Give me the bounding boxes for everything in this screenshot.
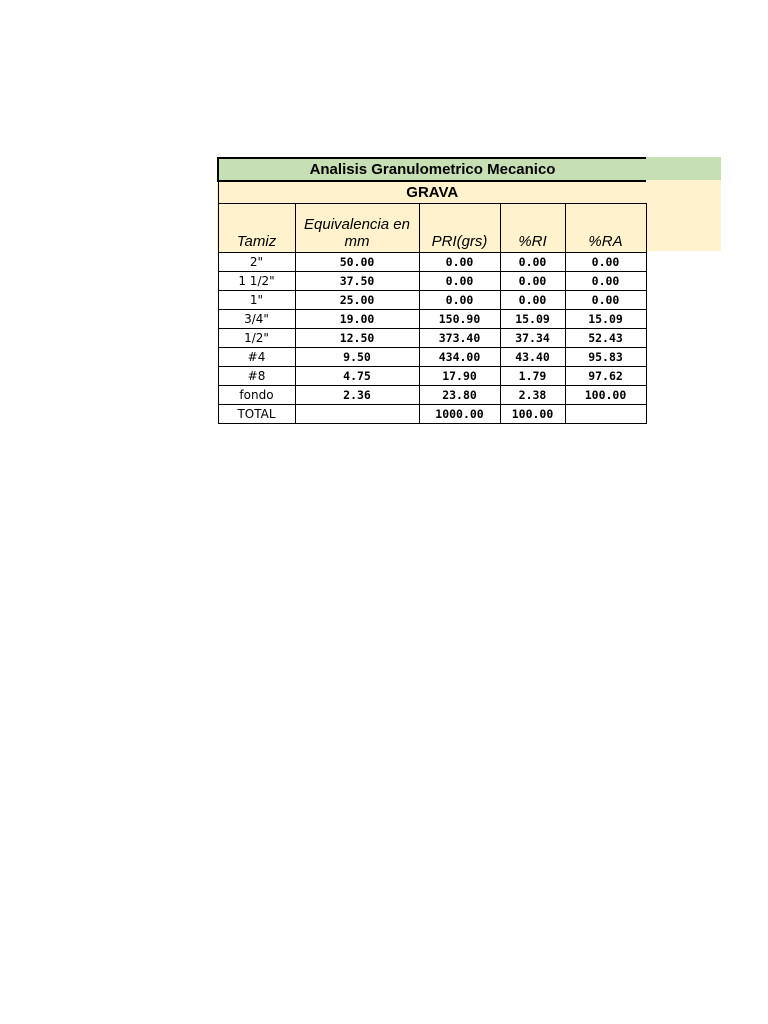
- cell-mm[interactable]: 19.00: [295, 310, 419, 329]
- table-row: [218, 386, 646, 405]
- cell-ra[interactable]: 100.00: [565, 386, 646, 405]
- cell-ra[interactable]: 0.00: [565, 253, 646, 272]
- cell-ra[interactable]: 0.00: [565, 272, 646, 291]
- cell-tamiz[interactable]: #8: [218, 367, 295, 386]
- cell-ri[interactable]: 37.34: [500, 329, 565, 348]
- cell-mm[interactable]: 2.36: [295, 386, 419, 405]
- cell-mm[interactable]: 50.00: [295, 253, 419, 272]
- cell-mm[interactable]: 37.50: [295, 272, 419, 291]
- cell-ra[interactable]: 95.83: [565, 348, 646, 367]
- cell-pri[interactable]: 17.90: [419, 367, 500, 386]
- cell-ri[interactable]: 2.38: [500, 386, 565, 405]
- header-equivalencia[interactable]: Equivalencia en mm: [295, 204, 419, 253]
- cell-ri[interactable]: 15.09: [500, 310, 565, 329]
- table-row: [218, 367, 646, 386]
- total-label[interactable]: TOTAL: [218, 405, 295, 424]
- table-subtitle[interactable]: GRAVA: [218, 181, 646, 204]
- cell-ri[interactable]: 0.00: [500, 272, 565, 291]
- cell-pri[interactable]: 0.00: [419, 272, 500, 291]
- table-row: [218, 253, 646, 272]
- total-row: [218, 405, 646, 424]
- cell-tamiz[interactable]: 3/4": [218, 310, 295, 329]
- header-tamiz[interactable]: Tamiz: [218, 204, 295, 253]
- total-pri[interactable]: 1000.00: [419, 405, 500, 424]
- cell-mm[interactable]: 12.50: [295, 329, 419, 348]
- cell-pri[interactable]: 0.00: [419, 253, 500, 272]
- table-row: [218, 348, 646, 367]
- cell-ri[interactable]: 1.79: [500, 367, 565, 386]
- cell-tamiz[interactable]: fondo: [218, 386, 295, 405]
- total-mm[interactable]: [295, 405, 419, 424]
- total-ri[interactable]: 100.00: [500, 405, 565, 424]
- cell-ri[interactable]: 43.40: [500, 348, 565, 367]
- cell-pri[interactable]: 434.00: [419, 348, 500, 367]
- cell-pri[interactable]: 0.00: [419, 291, 500, 310]
- header-pri[interactable]: PRI(grs): [419, 204, 500, 253]
- table-row: [218, 291, 646, 310]
- cell-tamiz[interactable]: 1/2": [218, 329, 295, 348]
- cell-mm[interactable]: 4.75: [295, 367, 419, 386]
- cell-mm[interactable]: 9.50: [295, 348, 419, 367]
- cell-ri[interactable]: 0.00: [500, 253, 565, 272]
- cell-pri[interactable]: 373.40: [419, 329, 500, 348]
- header-ra[interactable]: %RA: [565, 204, 646, 253]
- cell-mm[interactable]: 25.00: [295, 291, 419, 310]
- cell-ra[interactable]: 97.62: [565, 367, 646, 386]
- table-row: [218, 272, 646, 291]
- cell-ra[interactable]: 0.00: [565, 291, 646, 310]
- subtitle-row: [218, 181, 646, 204]
- cell-tamiz[interactable]: #4: [218, 348, 295, 367]
- cell-tamiz[interactable]: 2": [218, 253, 295, 272]
- cell-tamiz[interactable]: 1 1/2": [218, 272, 295, 291]
- cell-ra[interactable]: 52.43: [565, 329, 646, 348]
- header-ri[interactable]: %RI: [500, 204, 565, 253]
- table-row: [218, 310, 646, 329]
- cell-ri[interactable]: 0.00: [500, 291, 565, 310]
- header-row: [218, 204, 646, 253]
- cell-ra[interactable]: 15.09: [565, 310, 646, 329]
- granulometry-table: [217, 157, 647, 424]
- cell-pri[interactable]: 23.80: [419, 386, 500, 405]
- total-ra[interactable]: [565, 405, 646, 424]
- table-title[interactable]: Analisis Granulometrico Mecanico: [218, 158, 646, 181]
- title-row: [218, 158, 646, 181]
- table-row: [218, 329, 646, 348]
- cell-pri[interactable]: 150.90: [419, 310, 500, 329]
- cell-tamiz[interactable]: 1": [218, 291, 295, 310]
